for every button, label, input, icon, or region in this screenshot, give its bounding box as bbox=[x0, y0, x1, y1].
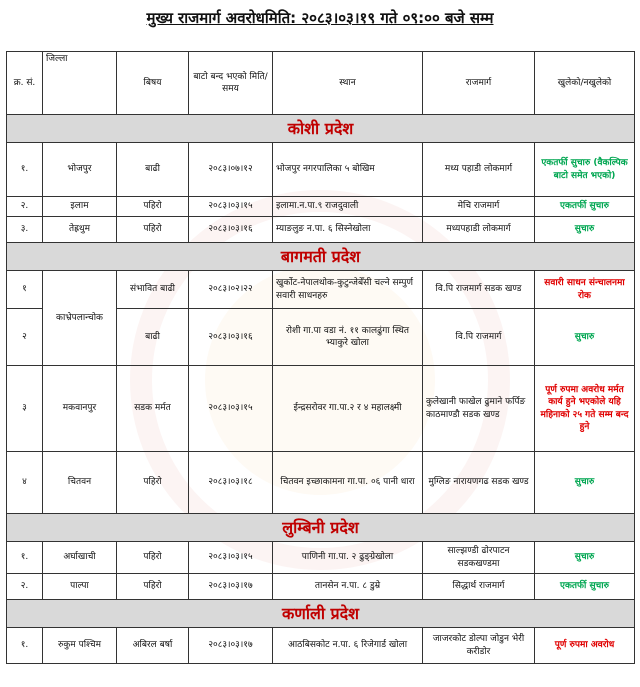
province-row-koshi bbox=[7, 115, 635, 143]
cell-district: भोजपुर bbox=[43, 143, 117, 197]
cell-location: म्याङलुङ न.पा. ६ सिस्नेखोला bbox=[273, 217, 423, 243]
cell-sn: १ bbox=[7, 271, 43, 309]
cell-date: २०८३।०३।१५ bbox=[189, 197, 273, 217]
cell-status: सुचारु bbox=[535, 217, 635, 243]
cell-district: रुकुम पश्चिम bbox=[43, 628, 117, 664]
cell-status: सुचारु bbox=[535, 452, 635, 514]
cell-location: चितवन इच्छाकामना गा.पा. ०६ पानी धारा bbox=[273, 452, 423, 514]
cell-sn: १. bbox=[7, 143, 43, 197]
table-row bbox=[7, 217, 635, 243]
cell-sn: ३. bbox=[7, 217, 43, 243]
header-location: स्थान bbox=[273, 52, 423, 115]
cell-location: इलामा.न.पा.९ राजदुवाली bbox=[273, 197, 423, 217]
table-row bbox=[7, 452, 635, 514]
header-status: खुलेको/नखुलेको bbox=[535, 52, 635, 115]
cell-district: मकवानपुर bbox=[43, 366, 117, 452]
cell-location: खुर्कोट-नेपालथोक-कुटुन्जेबेँसी चल्ने सम्पुर्ण सवारी साधनहरु bbox=[273, 271, 423, 309]
cell-location: रोशी गा.पा वडा नं. ११ कालढुंगा स्थित भ्याकुरे खोला bbox=[273, 309, 423, 366]
cell-location: भोजपुर नगरपालिका ५ बोखिम bbox=[273, 143, 423, 197]
province-row-karnali bbox=[7, 600, 635, 628]
cell-highway: साल्झण्डी ढोरपाटन सडकखण्डमा bbox=[423, 542, 535, 574]
cell-sn: २ bbox=[7, 309, 43, 366]
cell-status: एकतर्फी सुचारु (वैकल्पिक बाटो समेत भएको) bbox=[535, 143, 635, 197]
cell-status: सवारी साधन संन्चालनमा रोक bbox=[535, 271, 635, 309]
cell-highway: मेचि राजमार्ग bbox=[423, 197, 535, 217]
cell-district: इलाम bbox=[43, 197, 117, 217]
table-row bbox=[7, 143, 635, 197]
cell-district: पाल्पा bbox=[43, 574, 117, 600]
cell-status: पूर्ण रुपमा अवरोध मर्मत कार्य हुने भएकोले यहि महिनाको २५ गते सम्म बन्द हुने bbox=[535, 366, 635, 452]
cell-status: सुचारु bbox=[535, 309, 635, 366]
cell-highway: मध्य पहाडी लोकमार्ग bbox=[423, 143, 535, 197]
table-row bbox=[7, 271, 635, 309]
cell-sn: ३ bbox=[7, 366, 43, 452]
province-row-lumbini bbox=[7, 514, 635, 542]
road-obstruction-table bbox=[6, 51, 635, 664]
cell-date: २०८३।०३।१७ bbox=[189, 628, 273, 664]
cell-date: २०८३।०३।१७ bbox=[189, 574, 273, 600]
province-heading: बागमती प्रदेश bbox=[7, 243, 635, 271]
header-district: जिल्ला bbox=[43, 52, 117, 115]
cell-highway: मुग्लिङ नारायणगढ सडक खण्ड bbox=[423, 452, 535, 514]
cell-location: पाणिनी गा.पा. २ ढुङ्ग्रेखोला bbox=[273, 542, 423, 574]
table-row bbox=[7, 628, 635, 664]
cell-highway: जाजरकोट डोल्पा जोडुन भेरी करीडोर bbox=[423, 628, 535, 664]
cell-subject: अबिरल बर्षा bbox=[117, 628, 189, 664]
cell-location: आठबिसकोट न.पा. ६ रिजेगार्ड खोला bbox=[273, 628, 423, 664]
page-title: मुख्य राजमार्ग अवरोधमिति: २०८३।०३।१९ गते ०९:०० बजे सम्म bbox=[146, 9, 494, 27]
header-subject: बिषय bbox=[117, 52, 189, 115]
cell-date: २०८३।०७।१२ bbox=[189, 143, 273, 197]
cell-sn: २. bbox=[7, 197, 43, 217]
cell-subject: बाढी bbox=[117, 309, 189, 366]
cell-highway: कुलेखानी फाखेल ढुमाने फर्पिङ काठमाण्डौ सडक खण्ड bbox=[423, 366, 535, 452]
cell-date: २०८३।०३।१६ bbox=[189, 217, 273, 243]
cell-date: २०८३।०३।१६ bbox=[189, 309, 273, 366]
cell-subject: पहिरो bbox=[117, 542, 189, 574]
cell-date: २०८३।०२।२२ bbox=[189, 271, 273, 309]
province-heading: कोशी प्रदेश bbox=[7, 115, 635, 143]
cell-district: काभ्रेपलान्चोक bbox=[43, 271, 117, 366]
table-row bbox=[7, 197, 635, 217]
province-heading: कर्णाली प्रदेश bbox=[7, 600, 635, 628]
cell-subject: सडक मर्मत bbox=[117, 366, 189, 452]
cell-status: पूर्ण रुपमा अवरोध bbox=[535, 628, 635, 664]
province-heading: लुम्बिनी प्रदेश bbox=[7, 514, 635, 542]
cell-date: २०८३।०३।१५ bbox=[189, 542, 273, 574]
cell-district: चितवन bbox=[43, 452, 117, 514]
cell-sn: ४ bbox=[7, 452, 43, 514]
cell-highway: सिद्धार्थ राजमार्ग bbox=[423, 574, 535, 600]
cell-subject: पहिरो bbox=[117, 452, 189, 514]
cell-date: २०८३।०३।१५ bbox=[189, 366, 273, 452]
province-row-bagmati bbox=[7, 243, 635, 271]
table-header-row bbox=[7, 52, 635, 115]
table-row bbox=[7, 574, 635, 600]
cell-district: तेह्रथुम bbox=[43, 217, 117, 243]
header-date: बाटो बन्द भएको मिति/समय bbox=[189, 52, 273, 115]
cell-location: तानसेन न.पा. ८ डुम्रे bbox=[273, 574, 423, 600]
cell-subject: बाढी bbox=[117, 143, 189, 197]
cell-sn: १. bbox=[7, 542, 43, 574]
cell-subject: पहिरो bbox=[117, 217, 189, 243]
cell-status: एकतर्फी सुचारु bbox=[535, 197, 635, 217]
cell-date: २०८३।०३।१८ bbox=[189, 452, 273, 514]
cell-subject: संभावित बाढी bbox=[117, 271, 189, 309]
cell-subject: पहिरो bbox=[117, 197, 189, 217]
header-highway: राजमार्ग bbox=[423, 52, 535, 115]
cell-highway: मध्यपहाडी लोकमार्ग bbox=[423, 217, 535, 243]
cell-highway: वि.पि राजमार्ग bbox=[423, 309, 535, 366]
cell-location: ईन्द्रसरोवर गा.पा.२ र ४ महालक्ष्मी bbox=[273, 366, 423, 452]
table-row bbox=[7, 542, 635, 574]
cell-subject: पहिरो bbox=[117, 574, 189, 600]
header-sn: क्र. सं. bbox=[7, 52, 43, 115]
cell-sn: १. bbox=[7, 628, 43, 664]
cell-district: अर्घाखाची bbox=[43, 542, 117, 574]
table-row bbox=[7, 366, 635, 452]
cell-status: सुचारु bbox=[535, 542, 635, 574]
cell-sn: २. bbox=[7, 574, 43, 600]
cell-status: एकतर्फी सुचारु bbox=[535, 574, 635, 600]
cell-highway: वि.पि राजमार्ग सडक खण्ड bbox=[423, 271, 535, 309]
